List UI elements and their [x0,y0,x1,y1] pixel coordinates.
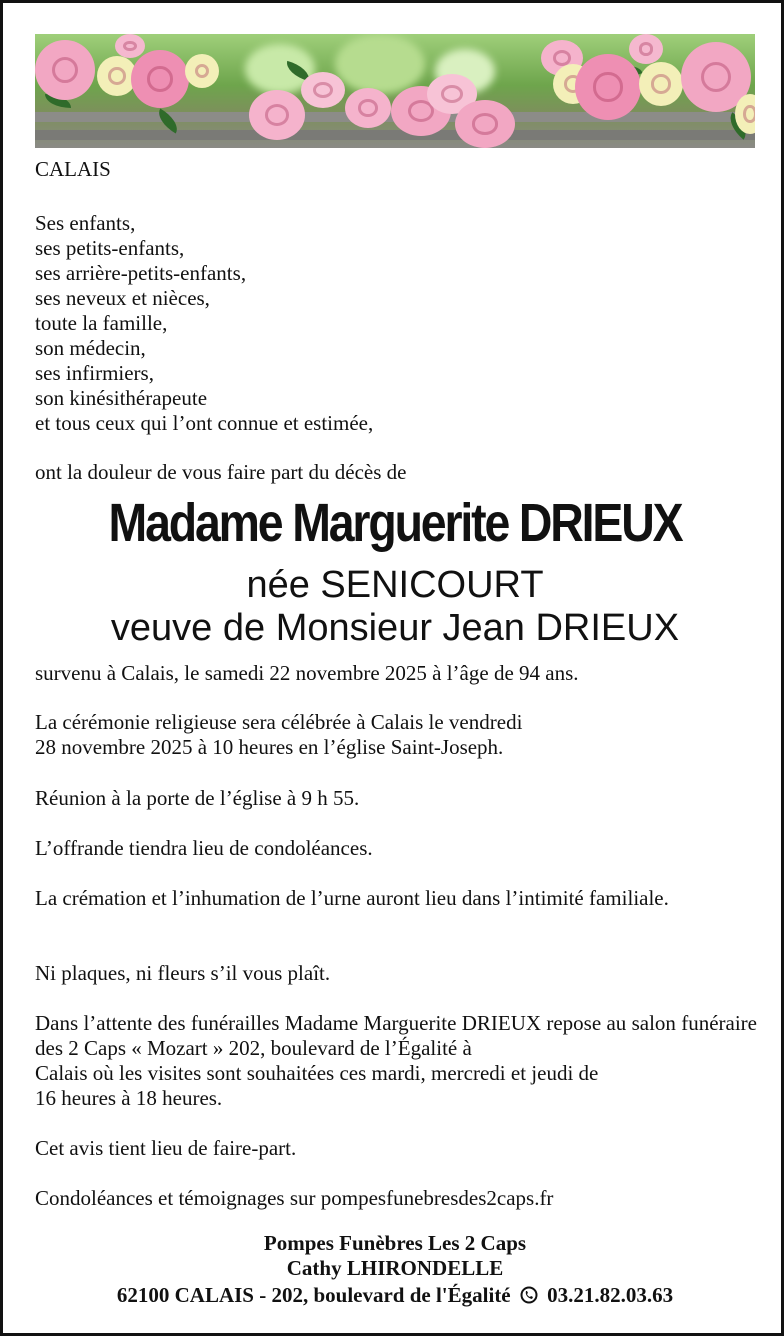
contact-person: Cathy LHIRONDELLE [286,1256,504,1280]
visits-text-line: 16 heures à 18 heures. [35,1086,223,1110]
flowers-text: Ni plaques, ni fleurs s’il vous plaît. [35,961,331,985]
family-line: son kinésithérapeute [35,386,208,410]
family-line: toute la famille, [35,311,168,335]
visits-text-line: Calais où les visites sont souhaitées ces mardi, mercredi et jeudi de [35,1061,599,1085]
family-line: ses infirmiers, [35,361,154,385]
condolences-text: Condoléances et témoignages sur pompesfunebresdes2caps.fr [35,1186,554,1210]
address-text: 62100 CALAIS - 202, boulevard de l'Égalité [116,1283,511,1307]
phone-number: 03.21.82.03.63 [547,1283,674,1307]
announcement-text: ont la douleur de vous faire part du décès de [35,460,407,484]
town-heading: CALAIS [35,157,111,181]
notice-text: Cet avis tient lieu de faire-part. [35,1136,297,1160]
ceremony-text-line: 28 novembre 2025 à 10 heures en l’église Saint-Joseph. [35,735,504,759]
phone-icon [520,1285,538,1303]
maiden-name: née SENICOURT [246,564,544,606]
offering-text: L’offrande tiendra lieu de condoléances. [35,836,373,860]
family-line: ses petits-enfants, [35,236,185,260]
family-line: son médecin, [35,336,146,360]
deceased-name: Madame Marguerite DRIEUX [108,493,682,553]
funeral-company: Pompes Funèbres Les 2 Caps [263,1231,527,1255]
roses-banner-image [35,34,755,148]
ceremony-text-line: La cérémonie religieuse sera célébrée à Calais le vendredi [35,710,523,734]
salon-text: Dans l’attente des funérailles Madame Marguerite DRIEUX repose au salon funéraire des 2 Caps « Mozart » 202, boulevard de l’Égalité à [35,1011,757,1060]
cremation-text: La crémation et l’inhumation de l’urne auront lieu dans l’intimité familiale. [35,886,669,910]
family-line: et tous ceux qui l’ont connue et estimée, [35,411,374,435]
address-line [3,1283,784,1308]
family-line: ses arrière-petits-enfants, [35,261,247,285]
death-details: survenu à Calais, le samedi 22 novembre 2025 à l’âge de 94 ans. [35,661,579,685]
widow-of: veuve de Monsieur Jean DRIEUX [110,607,680,649]
meeting-text: Réunion à la porte de l’église à 9 h 55. [35,786,360,810]
family-line: Ses enfants, [35,211,136,235]
family-line: ses neveux et nièces, [35,286,210,310]
